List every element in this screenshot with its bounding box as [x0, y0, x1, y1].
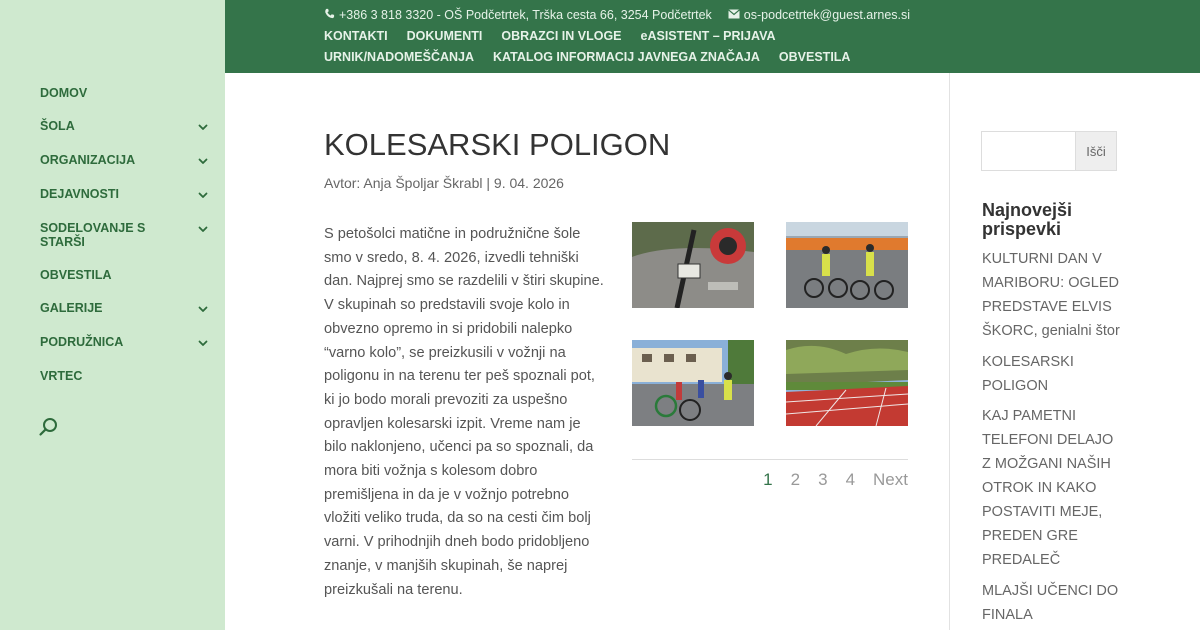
recent-post-link[interactable] [982, 248, 1122, 344]
sidebar-item[interactable] [40, 153, 210, 168]
sidebar-item-label: OBVESTILA [40, 268, 112, 282]
sidebar-item-label: GALERIJE [40, 301, 103, 315]
sidebar-item[interactable] [40, 187, 210, 202]
gallery-thumbnail[interactable] [786, 222, 908, 308]
post-meta: Avtor: Anja Špoljar Škrabl | 9. 04. 2026 [324, 175, 564, 191]
sidebar-item-label: ŠOLA [40, 119, 75, 133]
top-nav-link[interactable]: KATALOG INFORMACIJ JAVNEGA ZNAČAJA [493, 50, 760, 64]
gallery-pagination [632, 470, 908, 490]
mail-icon [728, 8, 740, 22]
recent-post-title-suffix: genialni štor [1041, 322, 1120, 339]
search-input[interactable] [981, 131, 1075, 171]
phone-address-text: +386 3 818 3320 - OŠ Podčetrtek, Trška cesta 66, 3254 Podčetrtek [339, 8, 712, 22]
chevron-down-icon[interactable] [196, 120, 210, 134]
sidebar-item[interactable] [40, 86, 210, 100]
recent-post-title: MLAJŠI UČENCI DO FINALA [982, 582, 1119, 623]
recent-posts-list [982, 248, 1122, 630]
phone-icon [324, 8, 335, 22]
post-body: S petošolci matične in podružnične šole smo v sredo, 8. 4. 2026, izvedli tehniški dan. Najprej smo se razdelili v štiri skupine. V skupinah so predstavili svoje kolo in obvezno opremo in si pridobili nalepko “varno kolo”, se preizkusili v vožnji na poligonu in na terenu ter peš spoznali pot, ki jo bodo morali prevoziti za uspešno opravljen kolesarski izpit. Vreme nam je bilo naklonjeno, učenci pa so spoznali, da mora biti vožnja s kolesom dobro premišljena in da je v vožnjo potrebno vložiti veliko truda, da so na cesti čim bolj varni. V prihodnjih dneh bodo pridobljeno znanje, v manjših skupinah, še naprej preizkušali na terenu. [324, 226, 604, 598]
top-nav-link[interactable]: OBRAZCI IN VLOGE [501, 29, 622, 43]
sidebar-item-label: SODELOVANJE S STARŠI [40, 221, 146, 249]
sidebar-item[interactable] [40, 268, 210, 282]
chevron-down-icon[interactable] [196, 302, 210, 316]
recent-post-link[interactable] [982, 580, 1122, 628]
content-divider [949, 73, 950, 630]
sidebar-item[interactable] [40, 335, 210, 350]
post-title: KOLESARSKI POLIGON [324, 127, 671, 162]
top-nav-link[interactable]: eASISTENT – PRIJAVA [640, 29, 776, 43]
top-nav [324, 29, 944, 64]
sidebar-item-label: DEJAVNOSTI [40, 187, 119, 201]
page-number[interactable]: 1 [763, 470, 773, 489]
recent-post-link[interactable] [982, 405, 1122, 572]
gallery-thumbnail[interactable] [632, 340, 754, 426]
top-nav-link[interactable]: DOKUMENTI [406, 29, 483, 43]
search-button[interactable]: Išči [1075, 131, 1117, 171]
recent-post-link[interactable] [982, 351, 1122, 399]
sidebar-item[interactable] [40, 221, 210, 249]
sidebar-item[interactable] [40, 301, 210, 316]
chevron-down-icon[interactable] [196, 222, 210, 236]
email-link[interactable]: os-podcetrtek@guest.arnes.si [743, 8, 911, 22]
page-number[interactable]: 3 [818, 470, 828, 489]
page-number[interactable]: 4 [845, 470, 856, 489]
recent-posts-title: Najnovejši prispevki [982, 200, 1073, 239]
chevron-down-icon[interactable] [196, 336, 210, 350]
top-header [225, 0, 1200, 73]
sidebar-item[interactable] [40, 119, 210, 134]
sidebar-item-label: ORGANIZACIJA [40, 153, 136, 167]
contact-info [324, 8, 910, 22]
top-nav-link[interactable]: URNIK/NADOMEŠČANJA [324, 50, 475, 64]
gallery-thumbnail[interactable] [786, 340, 908, 426]
top-nav-link[interactable]: KONTAKTI [324, 29, 388, 43]
recent-post-title: KOLESARSKI POLIGON [982, 353, 1074, 394]
sidebar-item-label: VRTEC [40, 369, 83, 383]
sidebar-item[interactable] [40, 369, 210, 383]
next-page-link[interactable]: Next [873, 470, 908, 489]
chevron-down-icon[interactable] [196, 188, 210, 202]
sidebar-item-label: PODRUŽNICA [40, 335, 124, 349]
recent-post-title: KAJ PAMETNI TELEFONI DELAJO Z MOŽGANI NAŠIH OTROK IN KAKO POSTAVITI MEJE, PREDEN GRE PREDALEČ [982, 408, 1114, 568]
sidebar-item-label: DOMOV [40, 86, 88, 100]
gallery-divider [632, 459, 908, 460]
side-menu [40, 86, 210, 402]
chevron-down-icon[interactable] [196, 154, 210, 168]
page-number[interactable]: 2 [790, 470, 801, 489]
recent-post-title: KULTURNI DAN V MARIBORU: OGLED PREDSTAVE ELVIS ŠKORC, [982, 251, 1119, 339]
search-icon[interactable] [38, 416, 60, 438]
gallery-thumbnail[interactable] [632, 222, 754, 308]
left-sidebar [0, 0, 225, 630]
top-nav-link[interactable]: OBVESTILA [778, 50, 851, 64]
